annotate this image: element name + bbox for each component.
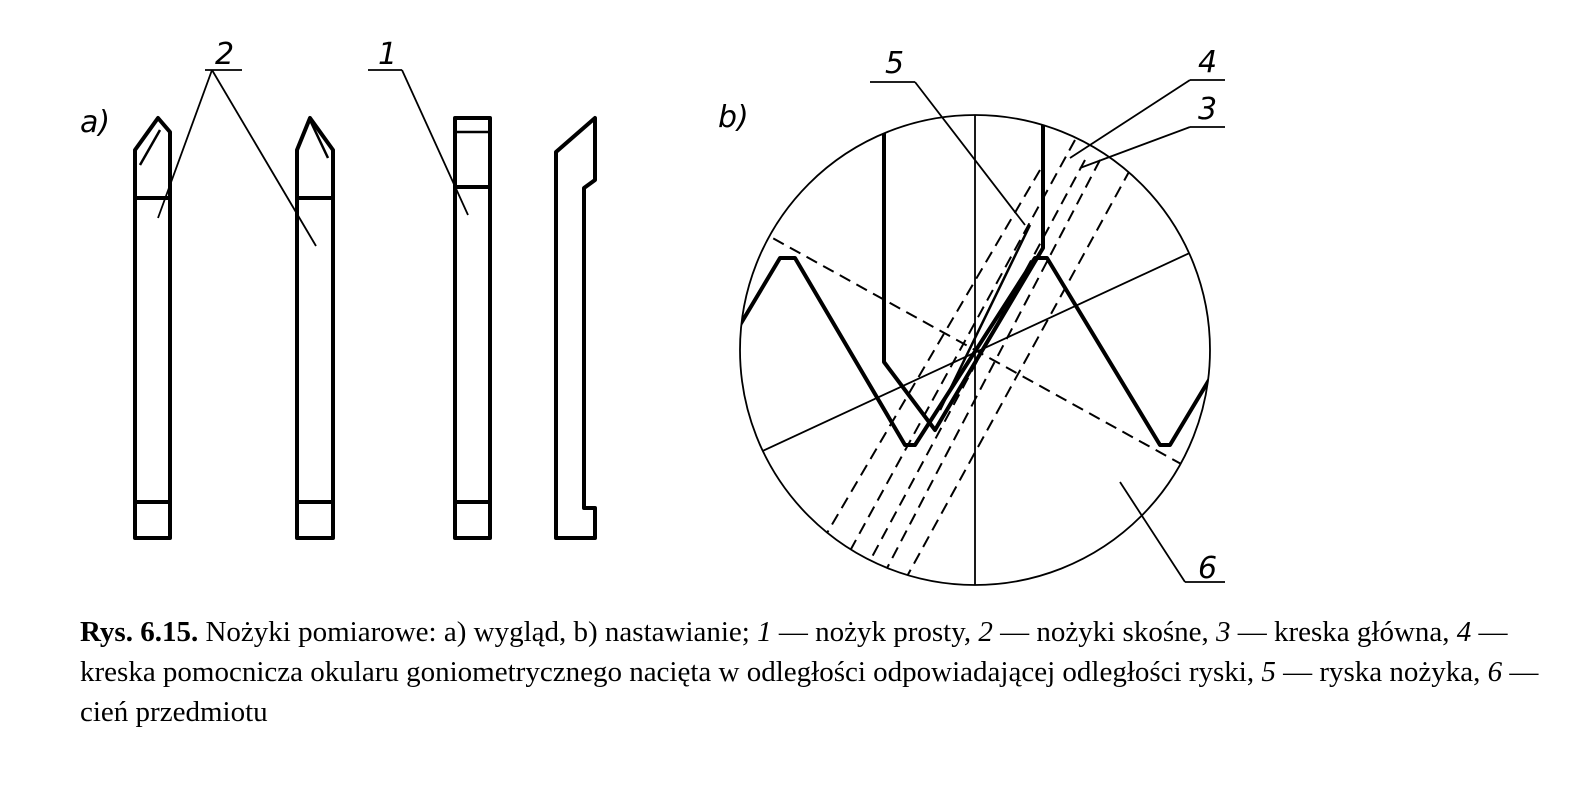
callout-2 [158,37,316,246]
caption-item6-text: — cień przedmiotu [80,656,1539,728]
caption-item6-number: 6 [1487,656,1503,688]
callout-5 [870,46,1025,225]
caption-item4-text: — kreska pomocnicza okularu goniometrycznego nacięta w odległości odpowiadającej odległości ryski, [80,616,1508,688]
callout-3-number: 3 [1198,92,1218,127]
callout-6-number: 6 [1198,551,1218,586]
callout-5-number: 5 [885,46,905,81]
knife-side-view [556,118,595,538]
caption-item2-number: 2 [978,616,993,648]
caption-item1-number: 1 [757,616,772,648]
caption-title: Nożyki pomiarowe: a) wygląd, b) nastawianie; [205,616,750,648]
caption-item5-number: 5 [1261,656,1276,688]
goniometer-view [700,100,1250,600]
panel-label-b: b) [718,100,749,135]
callout-6 [1120,482,1225,586]
callout-1-number: 1 [378,37,398,72]
callout-4-number: 4 [1198,45,1218,80]
caption-figure-number: Rys. 6.15. [80,616,199,648]
caption-item5-text: — ryska nożyka, [1283,656,1481,688]
caption-item4-number: 4 [1456,616,1472,648]
knife-skew-right [297,118,333,538]
knife-straight [455,118,490,538]
caption-item3-text: — kreska główna, [1237,616,1450,648]
panel-label-a: a) [80,105,111,140]
caption-item1-text: — nożyk prosty, [778,616,972,648]
caption-item3-number: 3 [1215,616,1231,648]
figure-caption [80,612,1560,732]
knife-skew-left [135,118,170,538]
callout-2-number: 2 [215,37,235,72]
caption-item2-text: — nożyki skośne, [1000,616,1209,648]
